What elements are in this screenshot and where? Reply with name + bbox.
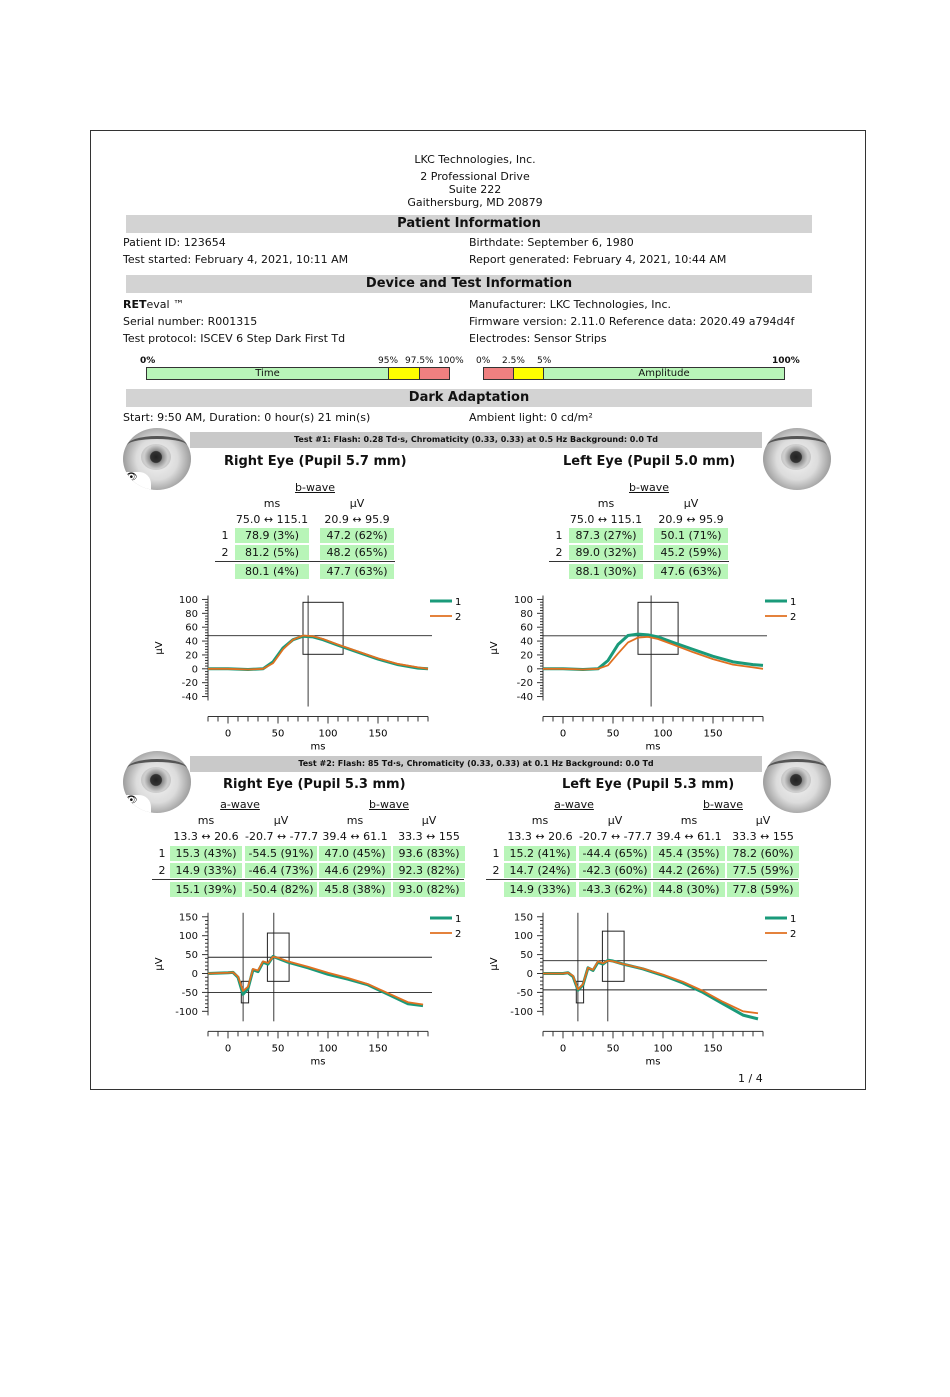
x-tick-label: 100 [653, 1043, 673, 1055]
test-protocol: Test protocol: ISCEV 6 Step Dark First Td [123, 332, 346, 345]
x-tick-label: 50 [606, 728, 620, 740]
x-tick-label: 0 [224, 728, 232, 740]
t2r-range-2: 39.4 ↔ 61.1 [322, 830, 388, 843]
t1l-row1-ms: 87.3 (27%) [569, 528, 643, 543]
t2l-row2-col3: 77.5 (59%) [727, 863, 799, 878]
patient-id: Patient ID: 123654 [123, 236, 226, 249]
y-tick-label: 0 [526, 664, 533, 676]
t1-left-chart [475, 588, 805, 753]
legend-label-1: 1 [455, 914, 462, 925]
t2l-unit-1: µV [607, 814, 623, 827]
t1r-avg-ms: 80.1 (4%) [235, 564, 309, 579]
x-tick-label: 150 [703, 1043, 723, 1055]
left-eye-image [763, 428, 831, 490]
t2l-range-3: 33.3 ↔ 155 [732, 830, 794, 843]
x-tick-label: 150 [368, 728, 388, 740]
series-line-2 [543, 637, 763, 670]
amp-scale-yellow [513, 367, 544, 380]
dark-start: Start: 9:50 AM, Duration: 0 hour(s) 21 min(s) [123, 411, 371, 424]
t1l-avg-ms: 88.1 (30%) [569, 564, 643, 579]
t2l-row2-col2: 44.2 (26%) [653, 863, 725, 878]
y-tick-label: 100 [178, 594, 198, 606]
amp-scale-green: Amplitude [543, 367, 785, 380]
firmware-version: Firmware version: 2.11.0 Reference data: 2020.49 a794d4f [469, 315, 795, 328]
t1l-range-uv: 20.9 ↔ 95.9 [658, 513, 724, 526]
y-tick-label: 80 [185, 608, 198, 620]
address-line-3: Gaithersburg, MD 20879 [407, 196, 543, 209]
y-axis-label: µV [489, 957, 500, 971]
t2l-range-0: 13.3 ↔ 20.6 [507, 830, 573, 843]
t1r-uv-unit: µV [349, 497, 365, 510]
time-scale-green: Time [146, 367, 389, 380]
t2r-row2-col3: 92.3 (82%) [393, 863, 465, 878]
x-tick-label: 0 [559, 728, 567, 740]
t1l-row1-uv: 50.1 (71%) [654, 528, 728, 543]
t2l-row2-col1: -42.3 (60%) [579, 863, 651, 878]
t2r-range-0: 13.3 ↔ 20.6 [173, 830, 239, 843]
t2r-awave-label: a-wave [220, 798, 260, 811]
address-line-1: 2 Professional Drive [420, 170, 530, 183]
dark-section-title: Dark Adaptation [126, 389, 812, 407]
test1-left-heading: Left Eye (Pupil 5.0 mm) [563, 454, 736, 469]
t2l-row3-col1: -43.3 (62%) [579, 882, 651, 897]
time-scale-yellow [388, 367, 420, 380]
t2l-bwave-label: b-wave [703, 798, 743, 811]
y-tick-label: -20 [181, 678, 198, 690]
t1r-wave-label: b-wave [295, 481, 335, 494]
t2l-row1-col0: 15.2 (41%) [504, 846, 576, 861]
time-scale-100: 100% [438, 356, 464, 366]
device-section-title: Device and Test Information [126, 275, 812, 293]
y-tick-label: -50 [181, 987, 198, 999]
t2l-range-2: 39.4 ↔ 61.1 [656, 830, 722, 843]
y-tick-label: 40 [520, 636, 533, 648]
t2l-row1-col1: -44.4 (65%) [579, 846, 651, 861]
t2l-unit-0: ms [531, 814, 549, 827]
t1l-row2-uv: 45.2 (59%) [654, 545, 728, 560]
y-tick-label: -50 [516, 987, 533, 999]
t1r-range-uv: 20.9 ↔ 95.9 [324, 513, 390, 526]
t2r-row1-col0: 15.3 (43%) [170, 846, 242, 861]
t2r-row1-col1: -54.5 (91%) [245, 846, 317, 861]
address-line-2: Suite 222 [448, 183, 502, 196]
y-tick-label: 0 [526, 969, 533, 981]
right-eye-image-2: 👁 [123, 751, 191, 813]
t2r-unit-2: ms [346, 814, 364, 827]
time-scale-95: 95% [378, 356, 399, 366]
t1r-row2-ms: 81.2 (5%) [235, 545, 309, 560]
test1-title: Test #1: Flash: 0.28 Td·s, Chromaticity (0.33, 0.33) at 0.5 Hz Background: 0.0 Td [190, 432, 762, 448]
right-eye-image: 👁 [123, 428, 191, 490]
amp-scale-red [483, 367, 514, 380]
x-tick-label: 150 [368, 1043, 388, 1055]
t2l-row2-n: 2 [492, 864, 500, 877]
y-tick-label: 0 [191, 664, 198, 676]
x-tick-label: 50 [271, 1043, 285, 1055]
t2r-row3-col1: -50.4 (82%) [245, 882, 317, 897]
t2r-row1-n: 1 [158, 847, 166, 860]
y-tick-label: 60 [520, 622, 533, 634]
y-tick-label: -100 [510, 1006, 533, 1018]
t1l-row2-ms: 89.0 (32%) [569, 545, 643, 560]
t2l-row1-col3: 78.2 (60%) [727, 846, 799, 861]
device-name-rest: eval ™ [146, 298, 185, 311]
t2r-divider [152, 879, 464, 880]
legend-label-2: 2 [790, 929, 797, 940]
t1r-range-ms: 75.0 ↔ 115.1 [235, 513, 309, 526]
y-tick-label: 80 [520, 608, 533, 620]
time-scale-975: 97.5% [405, 356, 434, 366]
left-eye-image-2 [763, 751, 831, 813]
t1r-row1-uv: 47.2 (62%) [320, 528, 394, 543]
t1l-divider [549, 561, 729, 562]
y-axis-label: µV [489, 641, 500, 655]
ambient-light: Ambient light: 0 cd/m² [469, 411, 593, 424]
electrodes: Electrodes: Sensor Strips [469, 332, 607, 345]
t2r-range-1: -20.7 ↔ -77.7 [245, 830, 319, 843]
t2r-unit-0: ms [197, 814, 215, 827]
t1l-uv-unit: µV [683, 497, 699, 510]
device-name-bold: RET [123, 298, 147, 311]
t2l-row2-col0: 14.7 (24%) [504, 863, 576, 878]
y-tick-label: -40 [181, 692, 198, 704]
t1r-row1-n: 1 [221, 529, 229, 542]
test2-left-heading: Left Eye (Pupil 5.3 mm) [562, 777, 735, 792]
y-tick-label: 100 [178, 931, 198, 943]
measurement-window [303, 602, 343, 654]
x-tick-label: 100 [318, 1043, 338, 1055]
t2r-row1-col2: 47.0 (45%) [319, 846, 391, 861]
t2-left-chart [475, 905, 805, 1070]
amp-scale-25: 2.5% [502, 356, 525, 366]
y-tick-label: 100 [513, 594, 533, 606]
t2l-unit-2: ms [680, 814, 698, 827]
y-axis-label: µV [154, 641, 165, 655]
page-number: 1 / 4 [738, 1072, 763, 1085]
t2r-row1-col3: 93.6 (83%) [393, 846, 465, 861]
t2l-row1-n: 1 [492, 847, 500, 860]
t2r-row3-col2: 45.8 (38%) [319, 882, 391, 897]
t2l-row3-col0: 14.9 (33%) [504, 882, 576, 897]
t2r-row2-n: 2 [158, 864, 166, 877]
t2r-unit-1: µV [273, 814, 289, 827]
t1l-avg-uv: 47.6 (63%) [654, 564, 728, 579]
series-line-1 [208, 636, 428, 669]
t1l-ms-unit: ms [597, 497, 615, 510]
measurement-window [638, 602, 678, 654]
x-axis-label: ms [310, 1056, 326, 1068]
t2r-row2-col1: -46.4 (73%) [245, 863, 317, 878]
t1-right-chart [140, 588, 470, 753]
t1r-row2-uv: 48.2 (65%) [320, 545, 394, 560]
t1r-row2-n: 2 [221, 546, 229, 559]
t2l-unit-3: µV [755, 814, 771, 827]
t2-right-chart [140, 905, 470, 1070]
legend-label-2: 2 [790, 612, 797, 623]
x-axis-label: ms [645, 741, 661, 753]
y-tick-label: 0 [191, 969, 198, 981]
t2l-divider [486, 879, 798, 880]
x-tick-label: 0 [224, 1043, 232, 1055]
x-tick-label: 50 [271, 728, 285, 740]
x-tick-label: 150 [703, 728, 723, 740]
y-tick-label: -100 [175, 1006, 198, 1018]
t2l-row3-col2: 44.8 (30%) [653, 882, 725, 897]
t2r-range-3: 33.3 ↔ 155 [398, 830, 460, 843]
y-tick-label: -40 [516, 692, 533, 704]
t1l-wave-label: b-wave [629, 481, 669, 494]
t1r-avg-uv: 47.7 (63%) [320, 564, 394, 579]
y-tick-label: 150 [178, 912, 198, 924]
time-scale-red [419, 367, 450, 380]
legend-label-1: 1 [455, 597, 462, 608]
y-tick-label: 60 [185, 622, 198, 634]
x-tick-label: 0 [559, 1043, 567, 1055]
t2l-awave-label: a-wave [554, 798, 594, 811]
t1r-divider [215, 561, 395, 562]
y-tick-label: 100 [513, 931, 533, 943]
t2r-row3-col3: 93.0 (82%) [393, 882, 465, 897]
t2r-bwave-label: b-wave [369, 798, 409, 811]
x-tick-label: 100 [653, 728, 673, 740]
device-name [123, 298, 184, 311]
report-generated: Report generated: February 4, 2021, 10:44 AM [469, 253, 727, 266]
amp-scale-0: 0% [476, 356, 491, 366]
test-started: Test started: February 4, 2021, 10:11 AM [123, 253, 349, 266]
amp-scale-5: 5% [537, 356, 552, 366]
t2l-range-1: -20.7 ↔ -77.7 [579, 830, 653, 843]
t1l-row1-n: 1 [555, 529, 563, 542]
t1l-range-ms: 75.0 ↔ 115.1 [569, 513, 643, 526]
legend-label-2: 2 [455, 612, 462, 623]
y-tick-label: 20 [185, 650, 198, 662]
y-tick-label: 40 [185, 636, 198, 648]
legend-label-1: 1 [790, 914, 797, 925]
manufacturer: Manufacturer: LKC Technologies, Inc. [469, 298, 672, 311]
t1l-row2-n: 2 [555, 546, 563, 559]
time-scale-0: 0% [140, 356, 156, 366]
legend-label-1: 1 [790, 597, 797, 608]
legend-label-2: 2 [455, 929, 462, 940]
y-axis-label: µV [154, 957, 165, 971]
company-name: LKC Technologies, Inc. [414, 153, 536, 166]
y-tick-label: 20 [520, 650, 533, 662]
t2r-row3-col0: 15.1 (39%) [170, 882, 242, 897]
t2r-row2-col0: 14.9 (33%) [170, 863, 242, 878]
x-tick-label: 50 [606, 1043, 620, 1055]
y-tick-label: 50 [185, 950, 198, 962]
y-tick-label: 150 [513, 912, 533, 924]
test1-right-heading: Right Eye (Pupil 5.7 mm) [224, 454, 407, 469]
y-tick-label: 50 [520, 950, 533, 962]
t2r-row2-col2: 44.6 (29%) [319, 863, 391, 878]
test2-right-heading: Right Eye (Pupil 5.3 mm) [223, 777, 406, 792]
measurement-window [602, 931, 624, 981]
x-axis-label: ms [310, 741, 326, 753]
x-tick-label: 100 [318, 728, 338, 740]
x-axis-label: ms [645, 1056, 661, 1068]
patient-section-title: Patient Information [126, 215, 812, 233]
t2l-row3-col3: 77.8 (59%) [727, 882, 799, 897]
test2-title: Test #2: Flash: 85 Td·s, Chromaticity (0.33, 0.33) at 0.1 Hz Background: 0.0 Td [190, 756, 762, 772]
serial-number: Serial number: R001315 [123, 315, 258, 328]
t2l-row1-col2: 45.4 (35%) [653, 846, 725, 861]
t1r-ms-unit: ms [263, 497, 281, 510]
t2r-unit-3: µV [421, 814, 437, 827]
t1r-row1-ms: 78.9 (3%) [235, 528, 309, 543]
birthdate: Birthdate: September 6, 1980 [469, 236, 634, 249]
amp-scale-100: 100% [772, 356, 800, 366]
y-tick-label: -20 [516, 678, 533, 690]
series-line-2 [208, 957, 423, 1005]
